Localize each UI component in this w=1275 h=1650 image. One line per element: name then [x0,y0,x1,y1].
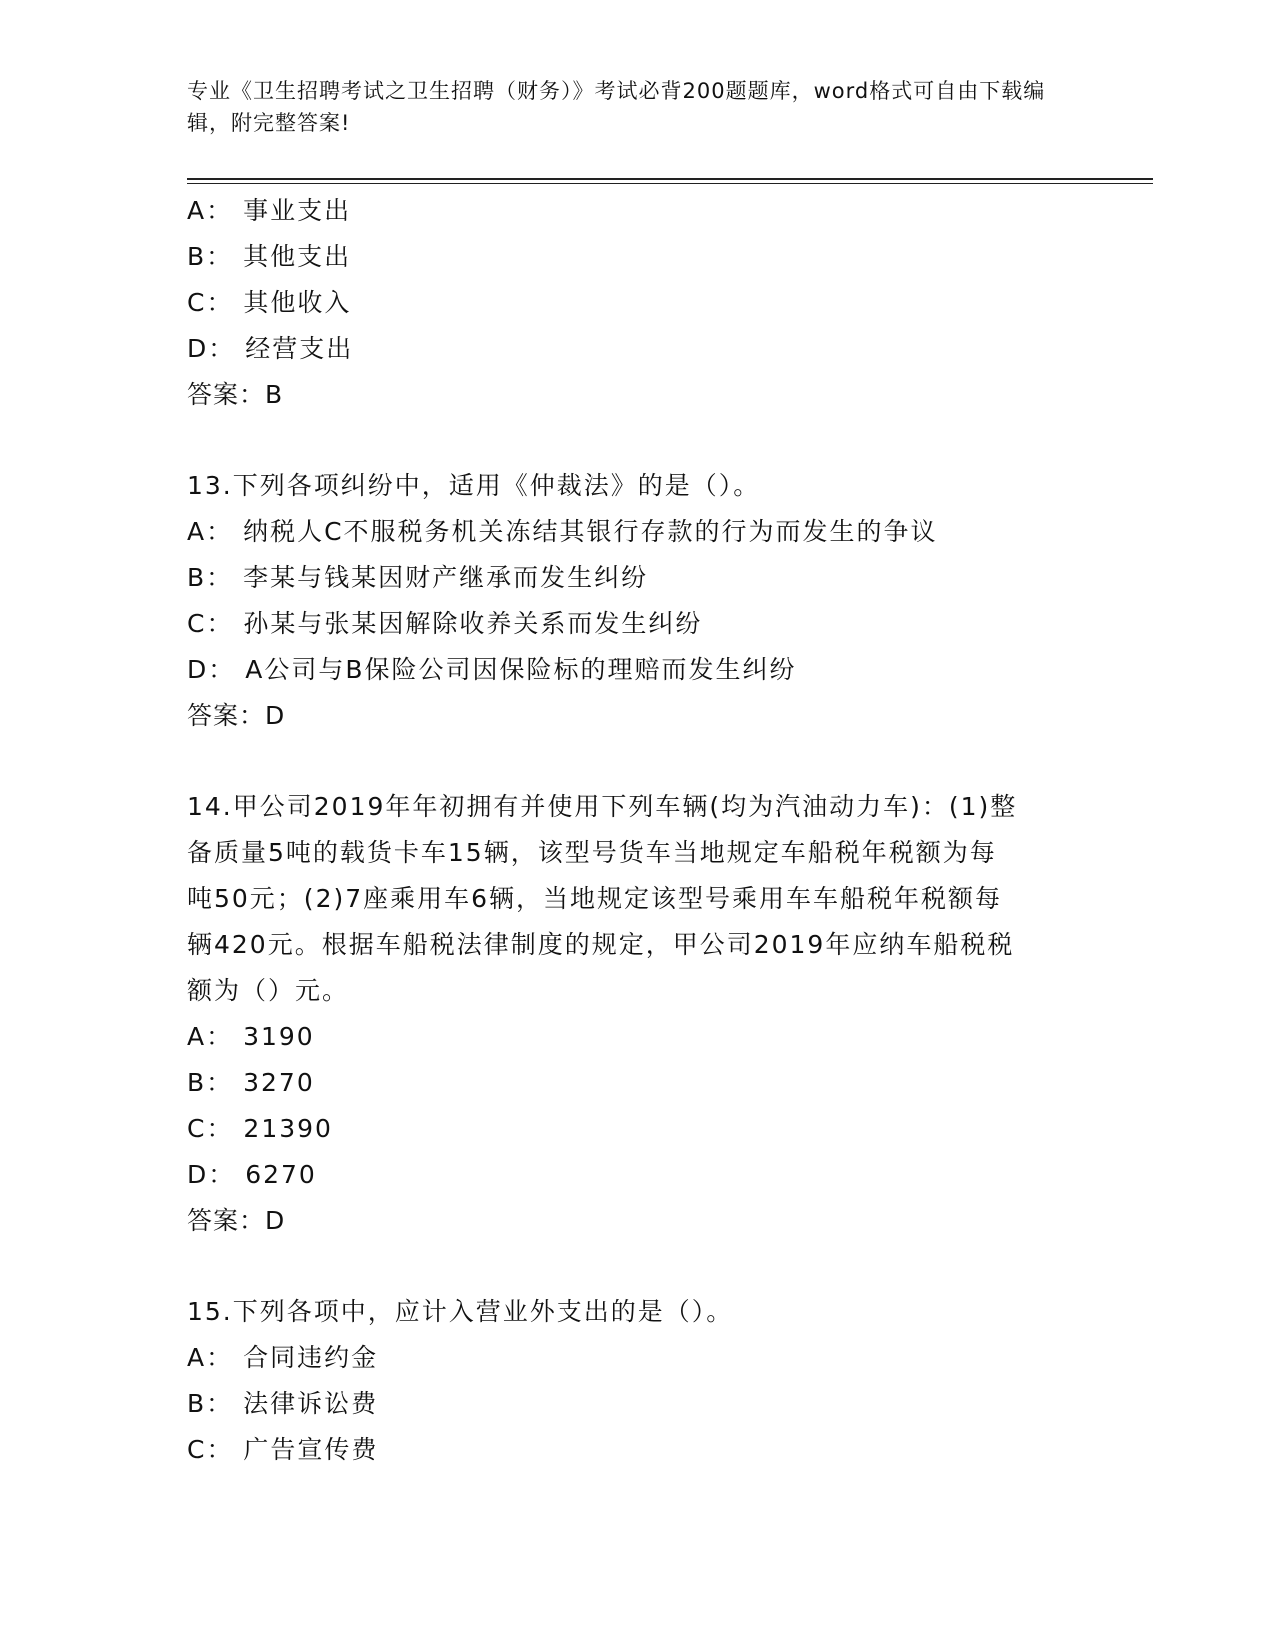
header-rule-thick [187,178,1153,180]
option-a: A： 合同违约金 [187,1343,379,1372]
answer-line: 答案：B [187,380,284,409]
option-d: D： 经营支出 [187,334,354,363]
answer-line: 答案：D [187,701,286,730]
option-d: D： A公司与B保险公司因保险标的理赔而发生纠纷 [187,655,797,684]
header-rule-thin [187,183,1153,184]
question-stem-line: 额为（）元。 [187,976,350,1005]
option-c: C： 21390 [187,1114,333,1143]
question-stem: 15.下列各项中，应计入营业外支出的是（）。 [187,1297,734,1326]
option-b: B： 其他支出 [187,242,352,271]
option-c: C： 其他收入 [187,288,352,317]
option-a: A： 纳税人C不服税务机关冻结其银行存款的行为而发生的争议 [187,517,938,546]
question-stem: 13.下列各项纠纷中，适用《仲裁法》的是（）。 [187,471,761,500]
question-13 [187,463,1087,739]
question-15 [187,1289,1087,1473]
option-a: A： 事业支出 [187,196,352,225]
document-body [187,188,1087,1473]
option-a: A： 3190 [187,1022,315,1051]
question-stem-line: 吨50元；(2)7座乘用车6辆，当地规定该型号乘用车车船税年税额每 [187,884,1003,913]
option-b: B： 法律诉讼费 [187,1389,379,1418]
question-stem-line: 14.甲公司2019年年初拥有并使用下列车辆(均为汽油动力车)：(1)整 [187,792,1018,821]
question-stem-line: 辆420元。根据车船税法律制度的规定，甲公司2019年应纳车船税税 [187,930,1015,959]
question-stem-line: 备质量5吨的载货卡车15辆，该型号货车当地规定车船税年税额为每 [187,838,997,867]
answer-line: 答案：D [187,1206,286,1235]
option-c: C： 广告宣传费 [187,1435,379,1464]
option-c: C： 孙某与张某因解除收养关系而发生纠纷 [187,609,703,638]
option-b: B： 李某与钱某因财产继承而发生纠纷 [187,563,649,592]
option-d: D： 6270 [187,1160,317,1189]
question-14 [187,784,1087,1244]
document-header: 专业《卫生招聘考试之卫生招聘（财务）》考试必背200题题库，word格式可自由下载编辑，附完整答案! [187,79,1046,135]
question-12-continued [187,188,1087,418]
option-b: B： 3270 [187,1068,315,1097]
